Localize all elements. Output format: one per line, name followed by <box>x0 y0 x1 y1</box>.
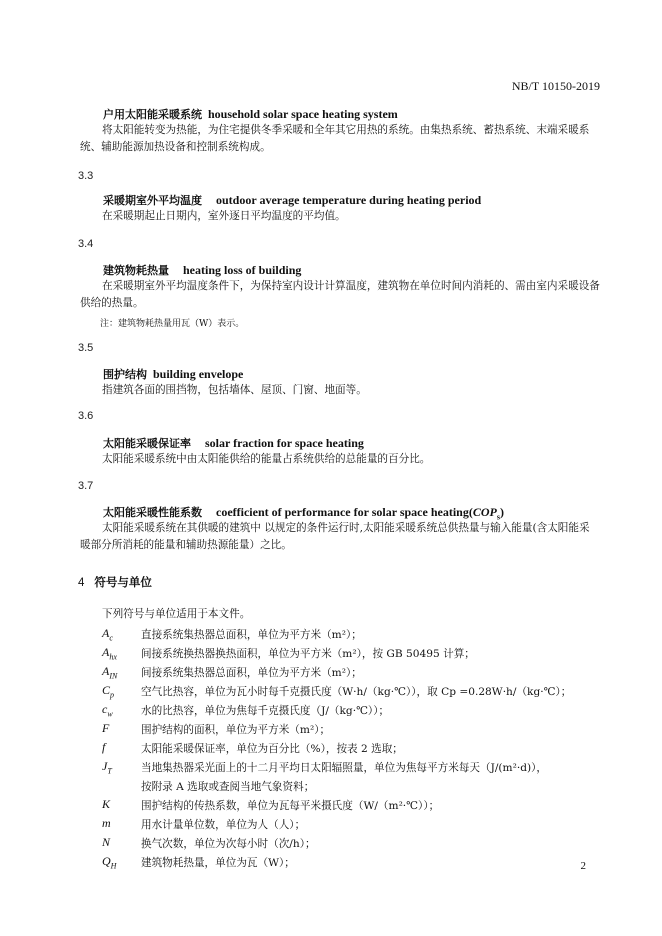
clause-number: 3.6 <box>78 410 94 422</box>
chapter-intro: 下列符号与单位适用于本文件。 <box>102 608 251 620</box>
term-heading <box>103 262 301 278</box>
symbol-description: 围护结构的面积，单位为平方米（m²）； <box>141 724 331 736</box>
symbol <box>102 721 109 737</box>
symbol <box>102 645 117 661</box>
symbol-description: 间接系统换热器换热面积，单位为平方米（m²），按 GB 50495 计算； <box>141 648 475 660</box>
term-en-text: coefficient of performance for solar space heating( <box>216 505 473 519</box>
clause-number: 3.3 <box>78 170 94 182</box>
symbol-subscript: hx <box>109 652 117 662</box>
term-en-subscript: s <box>496 512 500 522</box>
clause-number: 3.7 <box>78 480 94 492</box>
symbol-description-cont: 按附录 A 选取或查阅当地气象资料； <box>141 781 315 793</box>
symbol <box>102 740 105 756</box>
term-en-symbol: COP <box>472 505 497 519</box>
clause-number: 3.4 <box>78 238 94 250</box>
symbol-description: 空气比热容，单位为瓦小时每千克摄氏度（W·h/（kg·℃）），取 Cp =0.28W·h/（kg·℃）； <box>141 686 572 698</box>
symbol-letter: Q <box>102 854 111 868</box>
term-note: 注：建筑物耗热量用瓦（W）表示。 <box>100 319 245 329</box>
term-cn: 太阳能采暖性能系数 <box>103 506 202 519</box>
term-definition: 将太阳能转变为热能，为住宅提供冬季采暖和全年其它用热的系统。由集热系统、蓄热系统、末端采暖系统、辅助能源加热设备和控制系统构成。 <box>80 124 590 153</box>
symbol-subscript: c <box>109 633 113 643</box>
symbol-subscript: w <box>107 709 113 719</box>
term-en: solar fraction for space heating <box>205 436 364 450</box>
symbol-letter: F <box>102 721 110 735</box>
term-heading <box>103 106 398 122</box>
symbol-description: 用水计量单位数，单位为人（人）； <box>141 819 306 831</box>
term-cn: 建筑物耗热量 <box>103 264 169 277</box>
term-cn: 户用太阳能采暖系统 <box>103 108 202 121</box>
chapter-heading <box>78 574 152 590</box>
symbol-subscript: p <box>110 690 115 700</box>
term-heading <box>103 366 243 382</box>
term-definition: 在采暖期起止日期内，室外逐日平均温度的平均值。 <box>102 210 346 222</box>
term-heading <box>103 435 364 451</box>
term-en <box>216 505 504 522</box>
term-en: household solar space heating system <box>208 107 398 121</box>
symbol-letter: J <box>102 759 108 773</box>
term-heading <box>103 504 504 521</box>
symbol-letter: c <box>102 702 108 716</box>
symbol-description: 直接系统集热器总面积，单位为平方米（m²）； <box>141 629 362 641</box>
symbol <box>102 759 112 775</box>
term-cn: 太阳能采暖保证率 <box>103 437 191 450</box>
symbol-letter: A <box>102 645 110 659</box>
term-en: building envelope <box>153 367 244 381</box>
symbol-letter: N <box>102 835 111 849</box>
term-definition: 太阳能采暖系统在其供暖的建筑中 以规定的条件运行时,太阳能采暖系统总供热量与输入能量(含太阳能采暖部分所消耗的能量和辅助热源能量）之比。 <box>80 522 590 551</box>
symbol-letter: C <box>102 683 111 697</box>
term-definition: 在采暖期室外平均温度条件下，为保持室内设计计算温度，建筑物在单位时间内消耗的、需由室内采暖设备供给的热量。 <box>80 280 600 309</box>
term-en: heating loss of building <box>183 263 302 277</box>
clause-number: 3.5 <box>78 342 94 354</box>
symbol-description: 当地集热器采光面上的十二月平均日太阳辐照量，单位为焦每平方米每天（J/(m²·d)）， <box>141 762 548 774</box>
standard-number: NB/T 10150-2019 <box>511 79 600 93</box>
symbol-description: 围护结构的传热系数，单位为瓦每平米摄氏度（W/（m²·℃））； <box>141 800 440 812</box>
chapter-title: 符号与单位 <box>94 575 152 589</box>
term-heading <box>103 192 481 208</box>
symbol-description: 间接系统集热器总面积，单位为平方米（m²）； <box>141 667 362 679</box>
symbol-subscript: T <box>107 766 112 776</box>
symbol <box>102 702 113 718</box>
symbol <box>102 626 113 642</box>
symbol-subscript: IN <box>109 671 118 681</box>
symbol-letter: K <box>102 797 111 811</box>
symbol-subscript: H <box>110 861 117 871</box>
page-number: 2 <box>580 860 586 872</box>
symbol <box>102 835 110 851</box>
term-en: outdoor average temperature during heating period <box>216 193 482 207</box>
term-definition: 太阳能采暖系统中由太阳能供给的能量占系统供给的总能量的百分比。 <box>102 453 431 465</box>
term-cn: 围护结构 <box>103 368 147 381</box>
symbol-letter: m <box>102 816 111 830</box>
chapter-number: 4 <box>78 577 85 589</box>
symbol-letter: A <box>102 626 110 640</box>
symbol <box>102 664 117 680</box>
symbol <box>102 854 116 870</box>
symbol-description: 水的比热容，单位为焦每千克摄氏度（J/（kg·℃））； <box>141 705 390 717</box>
symbol-description: 建筑物耗热量，单位为瓦（W）； <box>141 857 295 869</box>
symbol <box>102 683 114 699</box>
symbol <box>102 797 110 813</box>
symbol-description: 太阳能采暖保证率，单位为百分比（%），按表 2 选取； <box>141 743 403 755</box>
symbol-letter: A <box>102 664 110 678</box>
symbol-description: 换气次数，单位为次每小时（次/h）； <box>141 838 316 850</box>
term-cn: 采暖期室外平均温度 <box>103 194 202 207</box>
term-definition: 指建筑各面的围挡物，包括墙体、屋顶、门窗、地面等。 <box>102 384 367 396</box>
term-en-close: ) <box>499 505 504 519</box>
symbol <box>102 816 111 832</box>
symbol-letter: f <box>102 740 106 754</box>
